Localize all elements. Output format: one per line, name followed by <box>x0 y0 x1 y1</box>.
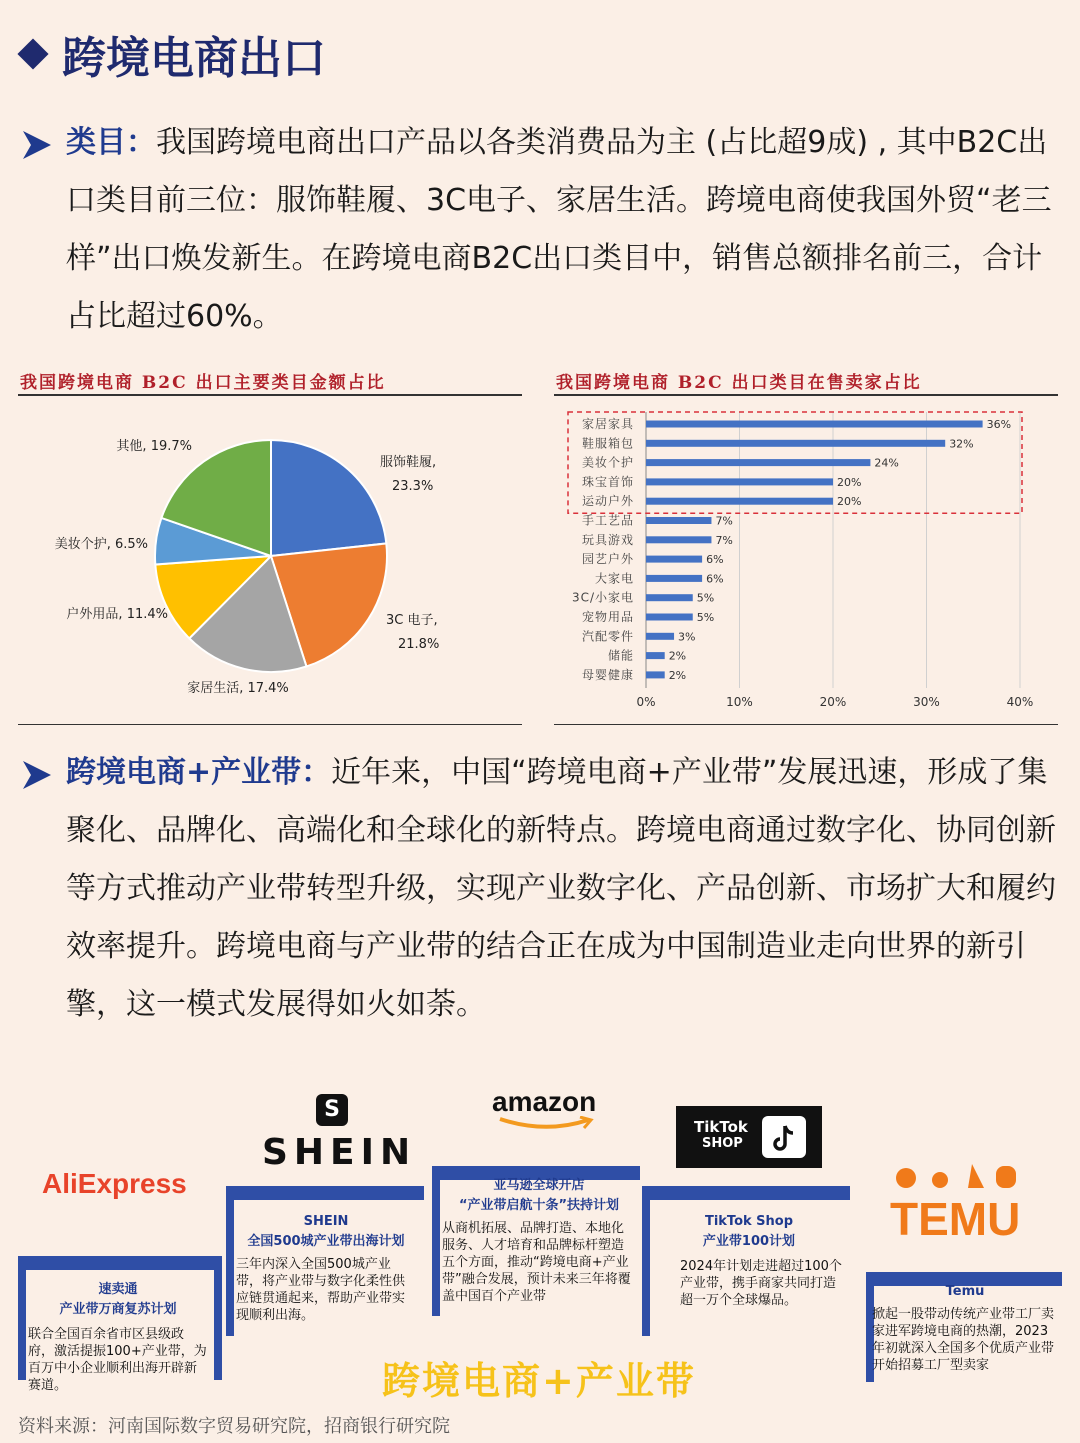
y-tick-label: 母婴健康 <box>581 667 634 682</box>
pie-label-text: 家居生活, <box>187 681 248 696</box>
panel-shein <box>236 1212 416 1324</box>
bar-value-label: 6% <box>706 572 724 586</box>
temu-mascot-icon <box>892 1160 1028 1190</box>
y-tick-label: 大家电 <box>594 571 634 586</box>
bar-value-label: 3% <box>678 630 696 644</box>
y-tick-label: 玩具游戏 <box>581 532 634 547</box>
bar <box>646 421 983 428</box>
pie-value-label: 6.5% <box>114 537 148 552</box>
tiktok-shop-logo <box>676 1106 822 1168</box>
bar-value-label: 6% <box>706 553 724 567</box>
shopping-bag-icon <box>762 1116 806 1158</box>
section-categories-keyword: 类目： <box>66 125 156 160</box>
pie-label-text: 其他, <box>116 439 151 454</box>
bar-value-label: 36% <box>986 418 1012 431</box>
pie-chart <box>18 398 522 724</box>
y-tick-label: 珠宝首饰 <box>581 474 634 489</box>
pie-label: 3C 电子, <box>386 613 438 628</box>
step-bar <box>226 1186 234 1336</box>
pie-value-label: 21.8% <box>398 637 440 652</box>
tiktok-logo-text: TikTok <box>694 1118 748 1136</box>
bar-chart-title: 我国跨境电商 B2C 出口类目在售卖家占比 <box>556 373 922 393</box>
panel-text: 掀起一股带动传统产业带工厂卖家进军跨境电商的热潮，2023年初就深入全国多个优质产业带开始招募工厂型卖家 <box>872 1307 1055 1373</box>
divider <box>554 394 1058 396</box>
pie-value-label: 11.4% <box>126 607 168 622</box>
bar-value-label: 2% <box>668 649 687 663</box>
panel-aliexpress <box>28 1280 208 1394</box>
bar-value-label: 2% <box>668 668 687 682</box>
amazon-smile-icon <box>496 1116 596 1132</box>
page-title-text: 跨境电商出口 <box>62 33 326 84</box>
panel-amazon <box>442 1176 636 1305</box>
arrow-icon <box>20 758 54 792</box>
panel-title: Temu <box>945 1284 985 1299</box>
bar-value-label: 5% <box>696 611 715 624</box>
bar-value-label: 20% <box>837 475 862 489</box>
diamond-icon <box>17 38 48 69</box>
y-tick-label: 运动户外 <box>581 494 634 509</box>
x-tick-label: 0% <box>636 695 656 709</box>
y-tick-label: 储能 <box>607 648 634 663</box>
bar <box>646 556 702 563</box>
pie-value-label: 19.7% <box>150 439 192 454</box>
pie-value-label: 17.4% <box>247 681 289 696</box>
pie-label-text: 户外用品, <box>66 607 127 622</box>
page-title <box>18 22 326 86</box>
step-bar <box>642 1186 850 1200</box>
panel-text: 三年内深入全国500城产业带，将产业带与数字化柔性供应链贯通起来，帮助产业带实现顺利出海。 <box>236 1257 406 1323</box>
footer-banner: 跨境电商+产业带 <box>382 1359 696 1403</box>
panel-title: 亚马逊全球开店 <box>493 1178 585 1193</box>
panel-subtitle: 产业带万商复苏计划 <box>59 1302 177 1317</box>
bar <box>646 517 711 524</box>
bar <box>646 575 702 582</box>
section-industry-keyword: 跨境电商+产业带： <box>66 755 332 790</box>
divider <box>554 724 1058 725</box>
bar-value-label: 5% <box>696 591 715 605</box>
bar <box>646 498 833 505</box>
aliexpress-logo: AliExpress <box>42 1168 187 1199</box>
pie-label <box>66 607 168 622</box>
x-tick-label: 40% <box>1006 695 1034 709</box>
bar <box>646 671 665 678</box>
amazon-logo: amazon <box>492 1086 597 1117</box>
shein-icon: S <box>316 1094 348 1126</box>
bar-chart <box>554 398 1058 724</box>
pie-label <box>116 438 192 454</box>
bar <box>646 594 693 601</box>
bar <box>646 652 665 659</box>
panel-subtitle: “产业带启航十条”扶持计划 <box>458 1198 620 1213</box>
pie-chart-title: 我国跨境电商 B2C 出口主要类目金额占比 <box>20 373 386 393</box>
step-bar <box>226 1186 424 1200</box>
y-tick-label: 美妆个护 <box>581 455 634 470</box>
panel-text: 从商机拓展、品牌打造、本地化服务、人才培育和品牌标杆塑造五个方面，推动“跨境电商+产业带”融合发展，预计未来三年将覆盖中国百个产业带 <box>442 1221 631 1304</box>
x-tick-label: 30% <box>913 695 940 709</box>
panel-title: 速卖通 <box>98 1282 138 1297</box>
step-bar <box>214 1256 222 1380</box>
y-tick-label: 3C/小家电 <box>571 590 634 605</box>
pie-label <box>55 536 148 552</box>
section-categories-text: 我国跨境电商出口产品以各类消费品为主 (占比超9成) , 其中B2C出口类目前三位：服饰鞋履、3C电子、家居生活。跨境电商使我国外贸“老三样”出口焕发新生。在跨境电商B2C出口类目中，销售总额排名前三，合计占比超过60%。 <box>66 125 1052 334</box>
bar <box>646 440 945 447</box>
pie-label-text: 美妆个护, <box>54 537 115 552</box>
pie-value-label: 23.3% <box>392 479 434 494</box>
tiktok-logo-subtext: SHOP <box>702 1136 743 1151</box>
pie-label <box>187 680 289 696</box>
bar <box>646 478 833 485</box>
y-tick-label: 汽配零件 <box>581 629 634 644</box>
y-tick-label: 手工艺品 <box>581 513 634 528</box>
step-bar <box>642 1186 650 1336</box>
step-bar <box>18 1256 26 1380</box>
panel-temu <box>872 1282 1058 1374</box>
divider <box>18 394 522 396</box>
bar <box>646 614 693 621</box>
x-tick-label: 10% <box>726 695 753 709</box>
pie-label: 服饰鞋履, <box>380 455 437 470</box>
panel-title: SHEIN <box>303 1214 349 1229</box>
y-tick-label: 家居家具 <box>581 417 634 431</box>
panel-text: 2024年计划走进超过100个产业带，携手商家共同打造超一万个全球爆品。 <box>680 1259 842 1308</box>
bar-value-label: 7% <box>715 514 733 528</box>
panel-subtitle: 产业带100计划 <box>702 1234 796 1249</box>
bar <box>646 459 870 466</box>
pie-slice <box>271 440 386 556</box>
bar-value-label: 32% <box>949 437 974 451</box>
panel-text: 联合全国百余省市区县级政府，激活提振100+产业带，为百万中小企业顺利出海开辟新赛道。 <box>28 1327 207 1393</box>
y-tick-label: 宠物用品 <box>581 610 634 624</box>
divider <box>18 724 522 725</box>
arrow-icon <box>20 128 54 162</box>
section-industry-text: 近年来，中国“跨境电商+产业带”发展迅速，形成了集聚化、品牌化、高端化和全球化的新特点。跨境电商通过数字化、协同创新等方式推动产业带转型升级，实现产业数字化、产品创新、市场扩大和履约效率提升。跨境电商与产业带的结合正在成为中国制造业走向世界的新引擎，这一模式发展得如火如荼。 <box>66 755 1056 1022</box>
step-bar <box>432 1166 440 1316</box>
panel-subtitle: 全国500城产业带出海计划 <box>247 1234 405 1249</box>
bar-value-label: 20% <box>837 495 862 509</box>
y-tick-label: 鞋服箱包 <box>581 436 634 451</box>
bar <box>646 536 711 543</box>
bar-value-label: 7% <box>715 533 733 547</box>
panel-title: TikTok Shop <box>704 1214 794 1229</box>
section-industry-belt <box>20 744 1060 1034</box>
bar <box>646 633 674 640</box>
panel-tiktok <box>654 1212 844 1309</box>
temu-logo: TEMU <box>890 1193 1021 1245</box>
x-tick-label: 20% <box>819 695 847 709</box>
section-categories <box>20 114 1060 346</box>
source-note: 资料来源：河南国际数字贸易研究院，招商银行研究院 <box>18 1416 450 1437</box>
step-bar <box>18 1256 222 1270</box>
shein-logo: SHEIN <box>262 1132 417 1173</box>
y-tick-label: 园艺户外 <box>581 552 634 567</box>
bar-value-label: 24% <box>874 456 899 470</box>
